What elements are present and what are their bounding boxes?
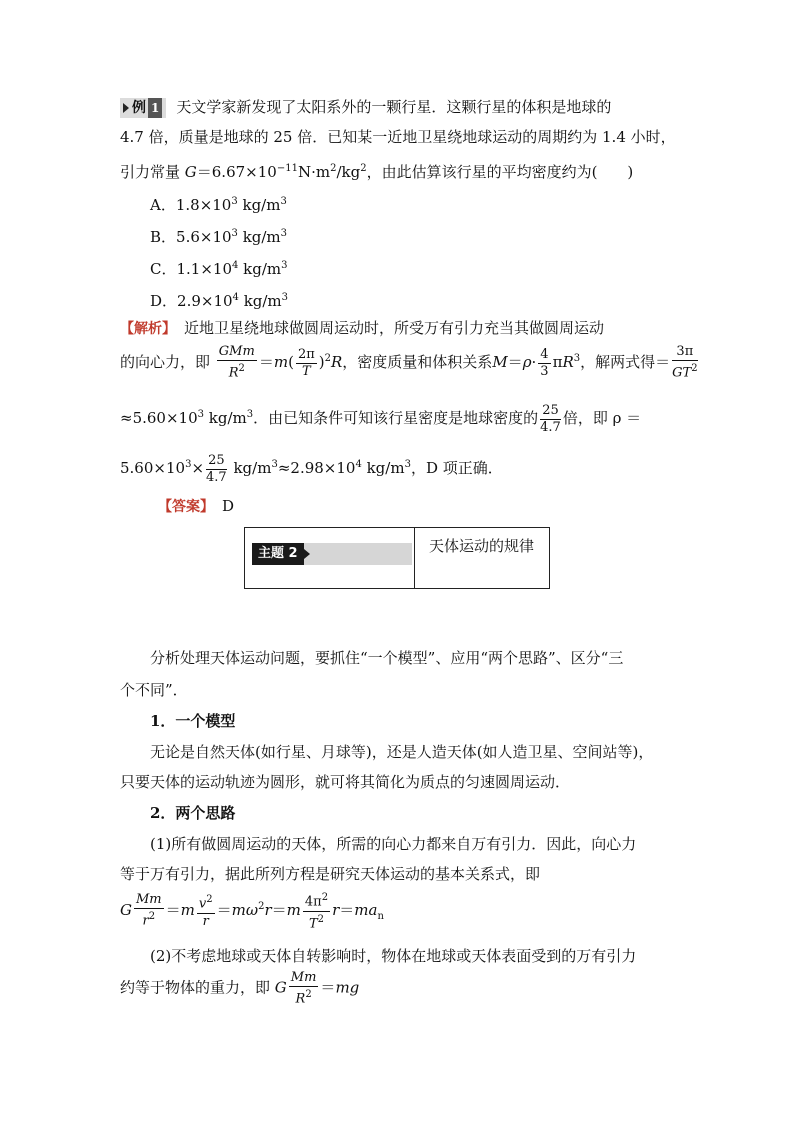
intro-line-2: 个不同”． [120, 681, 188, 699]
topic-label-bar [252, 543, 412, 565]
heading-1: 1．一个模型 [150, 712, 236, 730]
para-2-line-1: (1)所有做圆周运动的天体，所需的向心力都来自万有引力．因此，向心力 [150, 835, 637, 853]
topic-box [244, 527, 550, 589]
para-1-line-1: 无论是自然天体(如行星、月球等)，还是人造天体(如人造卫星、空间站等)， [150, 743, 654, 761]
solution-tag: 【解析】 [120, 321, 169, 337]
solution-line-2: 的向心力，即 $\frac{\text{GMm}}{R^2}$ ＝m( $\frac{2\pi}{T}$ )$^2$R，密度质量和体积关系M＝ρ· $\frac{4}{3}$ $\pi R^3$，解两式得＝ $\frac{3\pi}{GT^2}$ [120, 344, 698, 381]
option-d: D．$2.9\times 10^4$ $kg/m^3$ [150, 292, 289, 310]
answer-line [158, 496, 234, 517]
answer-value: D [222, 497, 235, 515]
option-c: C．$1.1\times 10^4$ $kg/m^3$ [150, 260, 288, 278]
para-1-line-2: 只要天体的运动轨迹为圆形，就可将其简化为质点的匀速圆周运动． [120, 773, 571, 791]
option-a: A．$1.8\times 10^3$ $kg/m^3$ [150, 196, 287, 214]
example-line-3: 引力常量 $G=6.67\times 10^{-11}N\cdot m^2/kg^2$，由此估算该行星的平均密度约为( ) [120, 163, 634, 181]
formula-gmm-r2: $\frac{\text{GMm}}{R^2}$ [218, 344, 255, 381]
formula-4-3: $\frac{4}{3}$ [540, 346, 549, 379]
solution-line-3: $\approx 5.60\times 10^3$ $kg/m^3$．由已知条件可知该行星密度是地球密度的 $\frac{25}{4.7}$ 倍，即 ρ ＝ [120, 402, 642, 435]
heading-2: 2．两个思路 [150, 804, 236, 822]
ratio-fraction: $\frac{25}{4.7}$ [540, 402, 561, 435]
answer-tag: 【答案】 [158, 499, 207, 515]
topic-divider [414, 528, 415, 588]
intro-line-1: 分析处理天体运动问题，要抓住“一个模型”、应用“两个思路”、区分“三 [150, 649, 624, 667]
solution-line-1: 【解析】 近地卫星绕地球做圆周运动时，所受万有引力充当其做圆周运动 [120, 319, 605, 337]
topic-label: 主题 2 [252, 543, 304, 565]
formula-line-1: G $\frac{Mm}{r^2}$ ＝m $\frac{v^2}{r}$ $=m\omega^2r=m$ $\frac{4\pi^2}{T^2}$ $r=ma_n$ [120, 892, 384, 931]
formula-2pi-t: $\frac{2\pi}{T}$ [297, 346, 315, 379]
option-b: B．$5.6\times 10^3$ $kg/m^3$ [150, 228, 288, 246]
example-line-1: 例 1 天文学家新发现了太阳系外的一颗行星．这颗行星的体积是地球的 [120, 97, 611, 118]
solution-line-4: $5.60\times 10^3\times$ $\frac{25}{4.7}$ $kg/m^3\approx 2.98\times 10^4$ $kg/m^3$，D 项正确． [120, 452, 503, 485]
example-line-2: 4.7 倍，质量是地球的 25 倍．已知某一近地卫星绕地球运动的周期约为 1.4 小时， [120, 128, 676, 146]
topic-title: 天体运动的规律 [429, 537, 535, 555]
example-badge: 例 1 [120, 98, 166, 118]
para-3-line-2: 约等于物体的重力，即 G $\frac{Mm}{R^2}$ ＝mg [120, 970, 360, 1007]
para-2-line-2: 等于万有引力，据此所列方程是研究天体运动的基本关系式，即 [120, 865, 541, 883]
formula-3pi-gt2: $\frac{3\pi}{GT^2}$ [672, 344, 698, 381]
para-3-line-1: (2)不考虑地球或天体自转影响时，物体在地球或天体表面受到的万有引力 [150, 947, 637, 965]
ratio-fraction-2: $\frac{25}{4.7}$ [206, 452, 227, 485]
